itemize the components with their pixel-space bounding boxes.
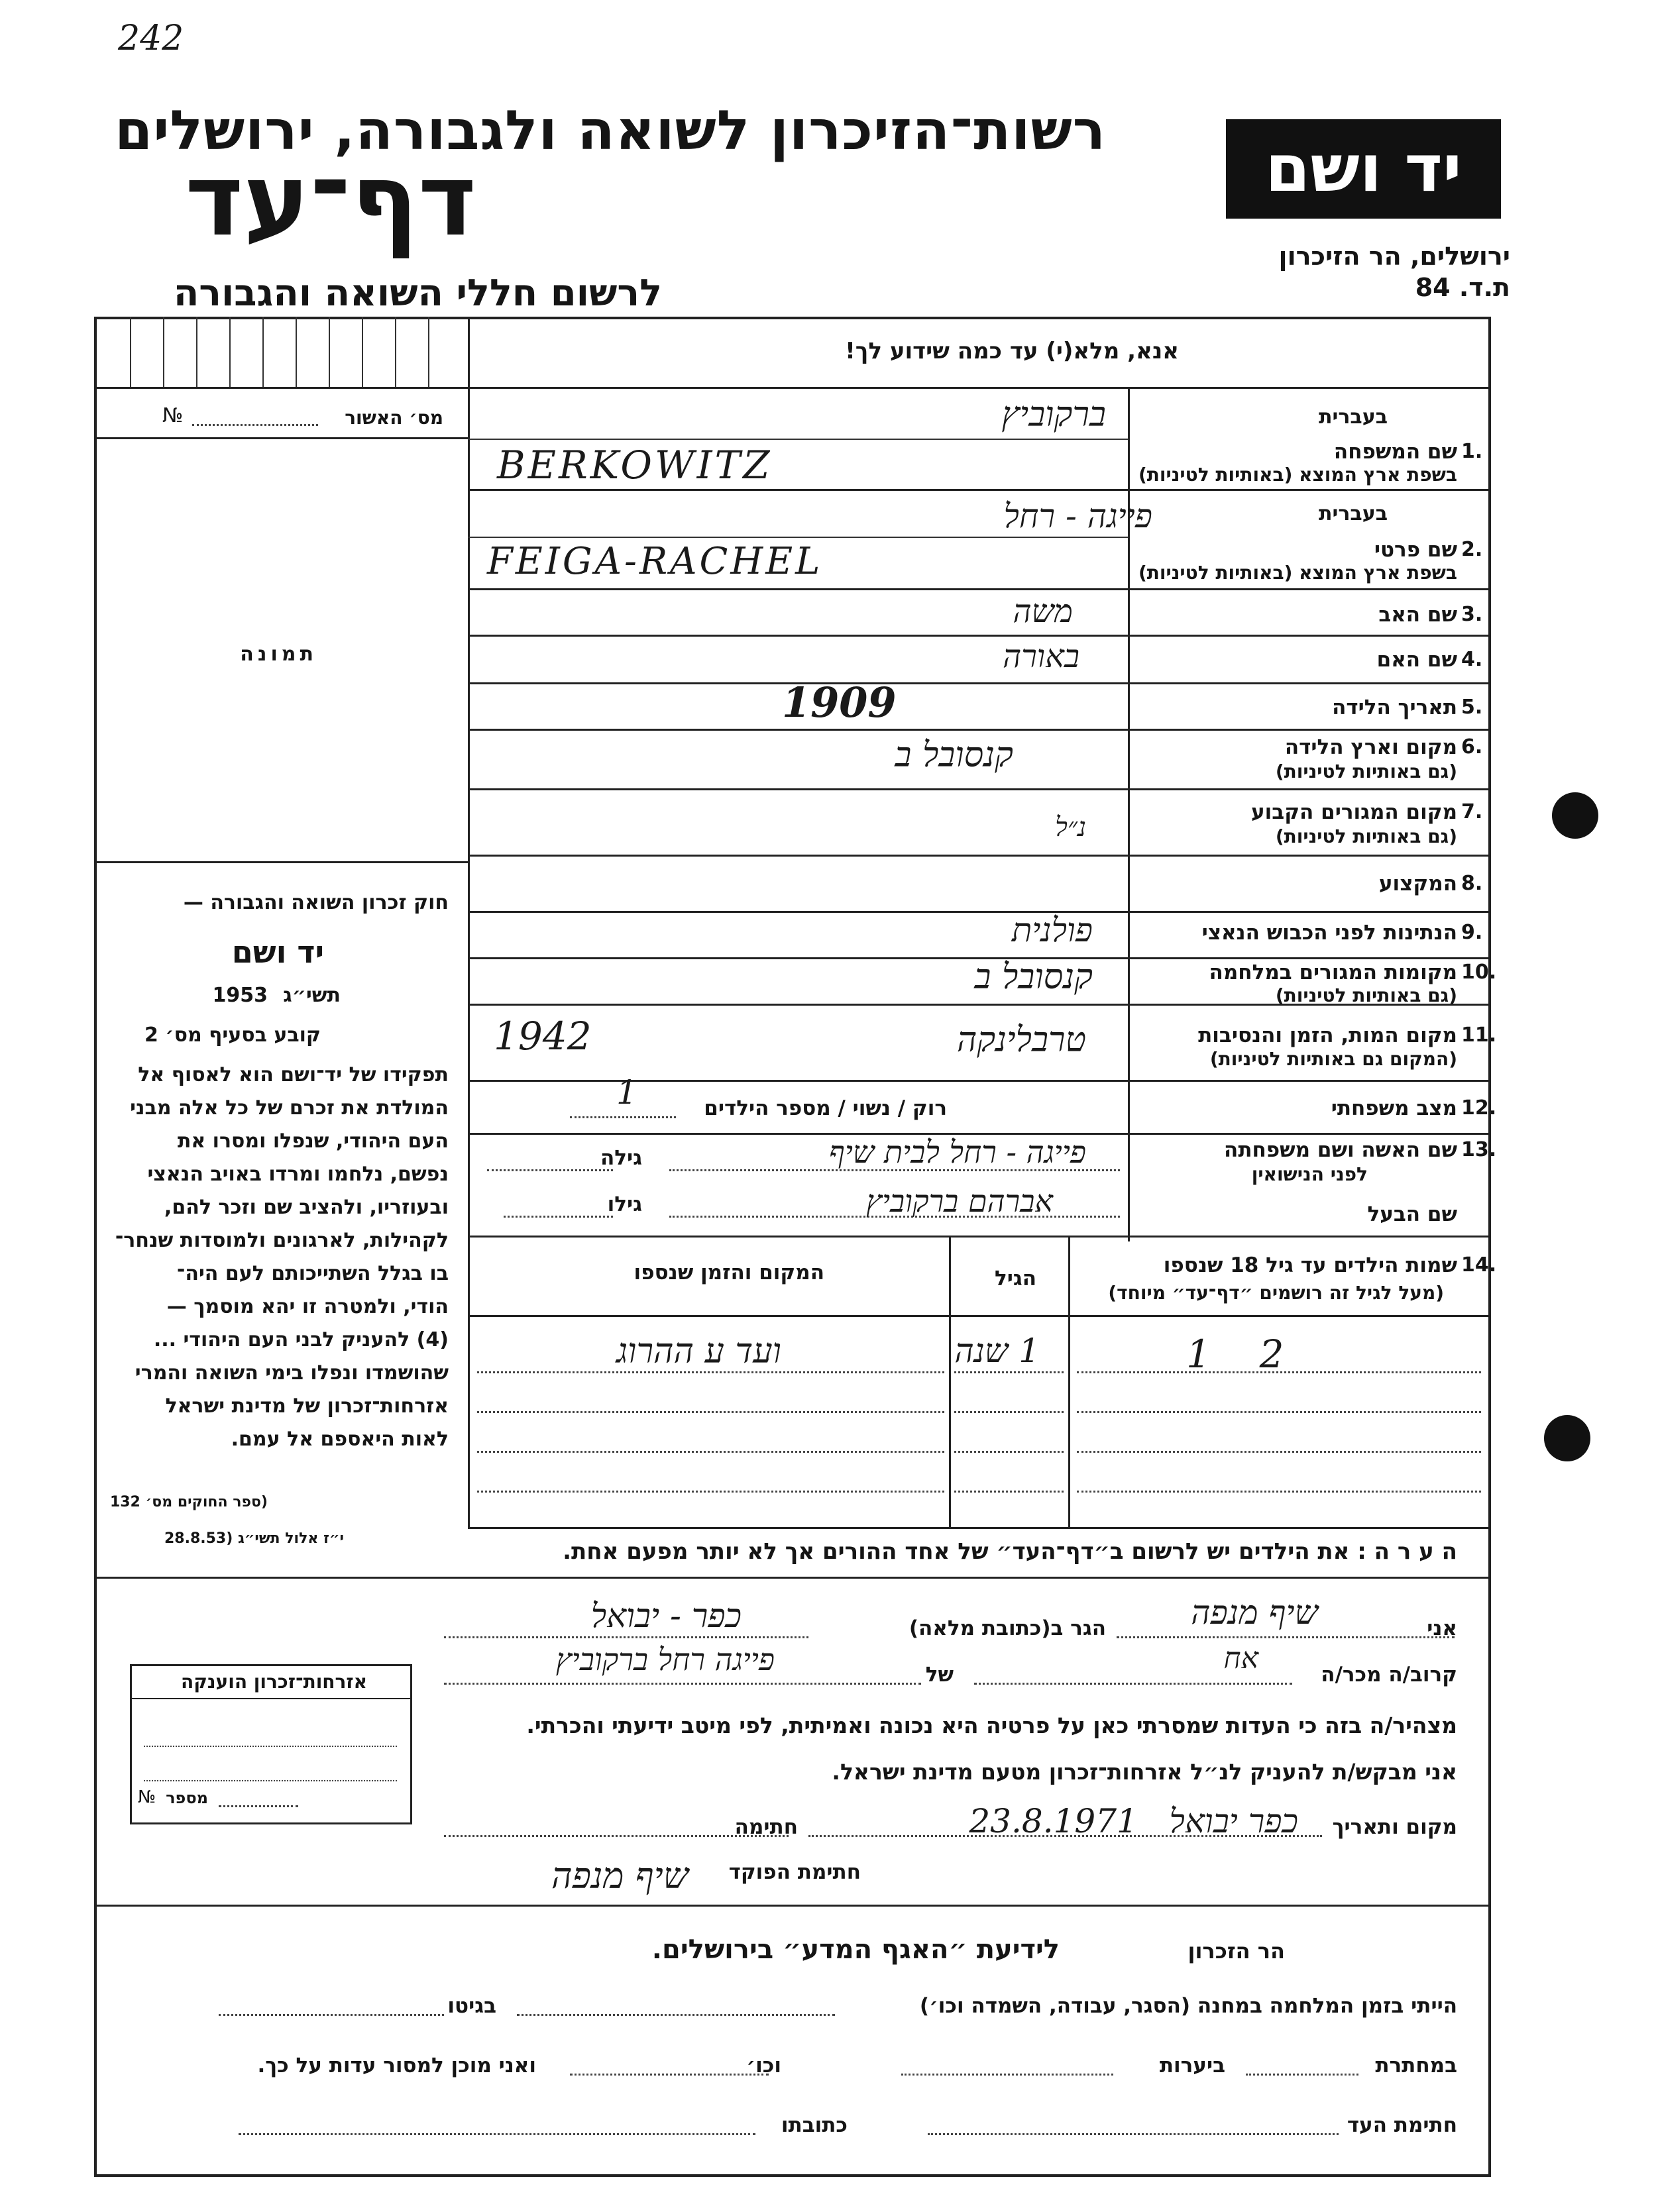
wife-age-label: גילה [600,1146,642,1170]
law-line-12: לאות היאספם אל עמם. [231,1428,449,1451]
field4-value[interactable]: באורה [1003,638,1079,675]
field6-num: 6. [1461,735,1483,759]
photo-label: תמונה [240,643,317,666]
law-line-10: שהושמדו ונפלו בימי השואה והמרי [135,1361,449,1385]
field5-num: 5. [1461,696,1483,719]
children-place-header: המקום והזמן שנספו [634,1261,824,1285]
field13-num: 13. [1461,1138,1497,1161]
field3-value[interactable]: משה [1013,593,1073,630]
field11-value-year[interactable]: 1942 [494,1014,592,1059]
field10-value[interactable]: קנסובל ב [974,957,1093,997]
field7-num: 7. [1461,800,1483,823]
field12-num: 12. [1461,1096,1497,1120]
field2-sub: בשפת ארץ המוצא (באותיות לטיניות) [1138,562,1457,584]
law-clause: קובע בסעיף מס׳ 2 [144,1024,321,1047]
children-count-line [570,1116,676,1118]
law-line-3: העם היהודי, שנפלו ומסרו את [177,1130,449,1153]
field9-value[interactable]: פולנית [1011,911,1093,949]
field10-sub: (גם באותיות לטיניות) [1275,984,1457,1006]
law-line-2: המולדת את זכרם של כל אלה מבני [130,1096,449,1120]
decl-relative: קרוב/ה מכר/ה [1321,1663,1457,1687]
field4-num: 4. [1461,648,1483,671]
field5-value[interactable]: 1909 [782,678,897,727]
certificate-number-symbol: № [138,1787,156,1807]
footer-line2-forests: ביערות [1159,2054,1225,2078]
authority-title: רשות־הזיכרון לשואה ולגבורה, ירושלים [115,99,1106,162]
child-place[interactable]: ועד ע ההרוג [616,1332,781,1371]
law-line-6: לקהילות, לארגונים ולמוסדות שנחר־ [115,1229,449,1252]
law-ref-2: י״ז אלול תשי״ג (28.8.53 [164,1530,344,1547]
law-year: 1953 [212,984,268,1007]
children-subtitle: (מעל לגיל זה רושמים ״דף־עד״ מיוחד) [1108,1282,1444,1304]
footer-etc-field[interactable] [570,2074,769,2076]
approval-number-field[interactable] [192,424,318,426]
law-year-he: תשי״ג [283,984,341,1007]
field3-num: 3. [1461,603,1483,626]
footer-line3-witness-sig: חתימת העד [1347,2113,1457,2137]
instruction: אנא, מלא(י) עד כמה שידוע לך! [845,338,1179,364]
field2-value-hebrew[interactable]: פייגה - רחל [1003,497,1152,535]
page-number: 242 [118,19,184,58]
decl-line2: אני מבקש/ת להעניק לנ״ל אזרחות־זכרון מטעם מדינת ישראל. [832,1759,1457,1785]
field7-sub: (גם באותיות לטיניות) [1275,825,1457,847]
field10-num: 10. [1461,961,1497,984]
footer-forests-field[interactable] [901,2074,1113,2076]
field1-hebrew-tag: בעברית [1319,405,1388,429]
field6-value[interactable]: קנסובל ב [895,735,1013,775]
footer-line1-camp: הייתי בזמן המלחמה במחנה (הסגר, עבודה, השמדה וכו׳) [919,1994,1457,2018]
certificate-number-field[interactable] [219,1805,298,1807]
footer-line1-ghetto: בגיטו [447,1994,496,2018]
wife-age-field[interactable] [487,1169,613,1171]
field8-value[interactable] [468,855,1128,911]
certificate-title: אזרחות־זכרון הוענקה [181,1671,367,1693]
law-line-1: תפקידו של יד־ושם הוא לאסוף אל [138,1063,449,1086]
footer-line2-etc: וכו׳ [746,2054,781,2078]
decl-place-date-value[interactable]: כפר יבואל 23.8.1971 [969,1802,1298,1840]
children-age-header: הגיל [994,1267,1036,1290]
field2-hebrew-tag: בעברית [1319,502,1388,525]
decl-ani-value[interactable]: שיף מנפה [1191,1593,1318,1632]
field1-sub: בשפת ארץ המוצא (באותיות לטיניות) [1138,464,1457,486]
footer-title: לידיעת ״האגף המדע״ בירושלים. [651,1934,1060,1965]
law-line-4: נפשם, נלחמו ומרדו באויב הנאצי [147,1163,449,1186]
field11-value-place[interactable]: טרבלינקה [956,1020,1086,1060]
field1-value-hebrew[interactable]: ברקוביץ [1001,395,1106,435]
child-names[interactable]: 1 2 [1186,1332,1284,1377]
field2-num: 2. [1461,538,1483,561]
field8-label: המקצוע [1378,872,1457,896]
yad-vashem-logo [1226,119,1501,219]
field13-sub: לפני הנישואין [1251,1163,1368,1185]
law-name: יד ושם [231,934,324,970]
field2-value-latin[interactable]: FEIGA-RACHEL [487,540,823,583]
footer-camp-field[interactable] [517,2014,835,2016]
husband-label: שם הבעל [1367,1202,1457,1226]
certificate-number-label: מספר [166,1789,208,1807]
punch-hole-top [1552,792,1598,839]
field9-label: הנתינות לפני הכבוש הנאצי [1201,921,1457,945]
decl-place-date-label: מקום ותאריך [1332,1815,1457,1839]
husband-age-field[interactable] [504,1216,613,1218]
field1-value-latin[interactable]: BERKOWITZ [497,443,773,488]
field7-label: מקום המגורים הקבוע [1251,800,1457,824]
footer-underground-field[interactable] [1246,2074,1358,2076]
decl-relative-value[interactable]: אח [1223,1642,1258,1675]
field11-sub: (המקום גם באותיות לטיניות) [1209,1048,1457,1070]
law-line-5: ובעוזריו, ולהציב שם וזכר להם, [164,1196,449,1219]
field10-label: מקומות המגורים במלחמה [1209,961,1457,984]
field9-num: 9. [1461,921,1483,944]
field7-value[interactable]: נ״ל [1055,812,1086,843]
children-title: שמות הילדים עד גיל 18 שנספו [1163,1253,1457,1277]
footer-address-field[interactable] [239,2133,755,2135]
wife-name-value[interactable]: פייגה - רחל לבית שיף [829,1134,1086,1170]
field8-num: 8. [1461,872,1483,895]
decl-line1: מצהיר/ה בזה כי העדות שמסרתי כאן על פרטיה היא נכונה ואמיתית, לפי מיטב ידיעתי והכרתי. [526,1712,1457,1738]
field11-label: מקום המות, הזמן והנסיבות [1198,1024,1457,1047]
child-age[interactable]: 1 שנה [954,1332,1040,1370]
footer-title-suffix: הר הזכרון [1187,1938,1285,1964]
form-subtitle: לרשום חללי השואה והגבורה [173,272,662,315]
field6-sub: (גם באותיות לטיניות) [1275,761,1457,782]
approval-label: מס׳ האשור [345,407,443,429]
field3-label: שם האב [1378,603,1457,627]
footer-witness-sig-field[interactable] [928,2133,1339,2135]
field1-label: שם המשפחה [1333,440,1457,464]
field13-label: שם האשה ושם משפחתה [1224,1138,1457,1162]
field11-num: 11. [1461,1024,1497,1047]
law-line-8: הודי, ולמטרה זו יהא מוסמך — [166,1295,449,1318]
footer-line3-address: כתובתו [781,2113,848,2137]
address-line2: ת.ד. 84 [1415,273,1510,302]
footer-line2-underground: במחתרת [1375,2054,1457,2078]
decl-officer-label: חתימת הפוקד [728,1860,861,1884]
decl-ani: אני [1427,1616,1457,1640]
decl-resides-label: הגר ב(כתובת מלאה) [909,1616,1106,1640]
field6-label: מקום וארץ הלידה [1284,735,1457,759]
law-line-9: (4) להעניק לבני העם היהודי ... [153,1328,449,1351]
field12-label: מצב משפחתי [1331,1096,1457,1120]
husband-name-value[interactable]: אברהם ברקוביץ [866,1183,1053,1219]
decl-of-value[interactable]: פייגה רחל ברקוביץ [555,1642,775,1677]
decl-resides-value[interactable]: כפר - יבואל [590,1597,742,1635]
field5-label: תאריך הלידה [1332,696,1457,719]
field4-label: שם האם [1376,648,1457,672]
field2-label: שם פרטי [1374,538,1457,562]
law-line-7: בו בגלל השתייכותם לעם היה־ [176,1262,449,1285]
approval-no-symbol: № [162,404,184,427]
form-title: דף־עד [185,143,476,258]
field1-num: 1. [1461,440,1483,463]
punch-hole-bottom [1544,1415,1590,1461]
law-title: חוק זכרון השואה והגבורה — [183,891,449,914]
decl-of: של [925,1663,954,1687]
husband-age-label: גילו [607,1192,642,1216]
address-line1: ירושלים, הר הזיכרון [1278,242,1510,271]
marital-options: רוק / נשוי / מספר הילדים [704,1096,947,1120]
children-count-value[interactable]: 1 [616,1073,637,1112]
footer-ghetto-field[interactable] [219,2014,444,2016]
field14-num: 14. [1461,1253,1497,1277]
law-ref-1: (ספר החוקים מס׳ 132 [109,1494,268,1510]
footer-line2-ready: ואני מוכן למסור עדות על כך. [257,2054,536,2078]
decl-signature-value[interactable]: שיף מנפה [551,1855,689,1897]
logo-text: יד ושם [1265,131,1462,207]
decl-signature-label: חתימה [734,1815,798,1839]
law-line-11: אזרחות־זכרון של מדינת ישראל [165,1395,449,1418]
approval-grid [97,317,468,387]
children-note: ה ע ר ה : את הילדים יש לרשום ב״דף־העד״ של אחד ההורים אך לא יותר מפעם אחת. [563,1538,1457,1565]
